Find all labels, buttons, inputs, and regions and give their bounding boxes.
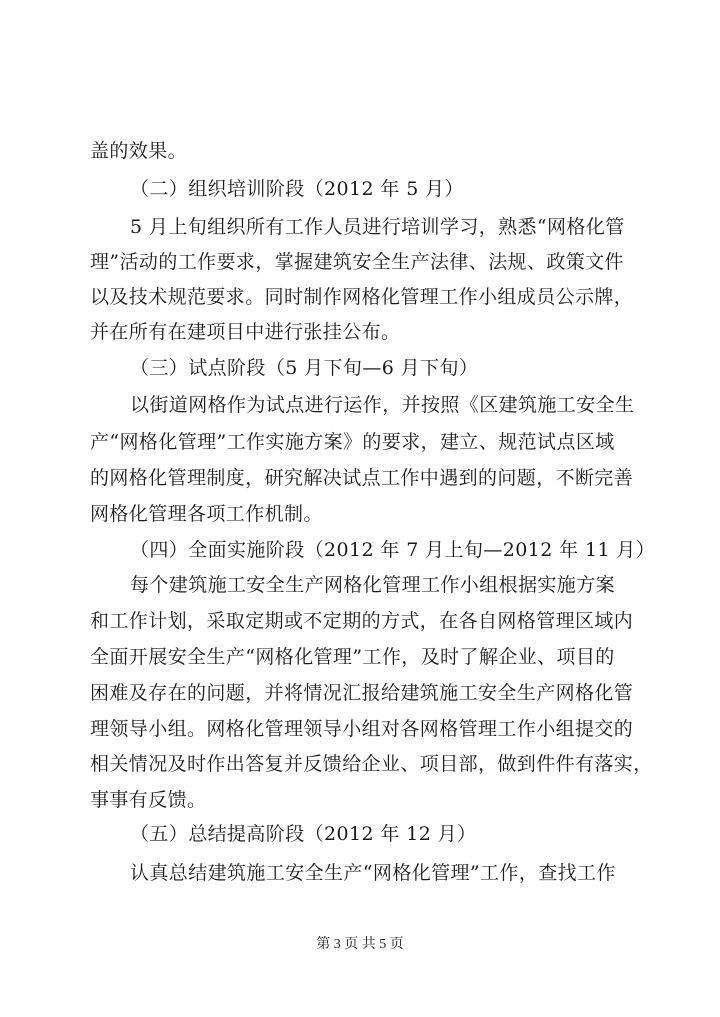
section-heading: （三）试点阶段（5 月下旬—6 月下旬） bbox=[130, 357, 479, 379]
text-line: 困难及存在的问题，并将情况汇报给建筑施工安全生产网格化管 bbox=[90, 682, 634, 704]
section-heading: （二）组织培训阶段（2012 年 5 月） bbox=[130, 178, 464, 200]
text-line: 全面开展安全生产“网格化管理”工作，及时了解企业、项目的 bbox=[90, 646, 615, 668]
text-line: 事事有反馈。 bbox=[90, 789, 207, 811]
text-line: 理”活动的工作要求，掌握建筑安全生产法律、法规、政策文件 bbox=[90, 251, 624, 273]
text-line: 盖的效果。 bbox=[90, 140, 188, 162]
section-heading: （五）总结提高阶段（2012 年 12 月） bbox=[130, 823, 477, 845]
text-line: 每个建筑施工安全生产网格化管理工作小组根据实施方案 bbox=[130, 574, 616, 596]
text-line: 的网格化管理制度，研究解决试点工作中遇到的问题，不断完善 bbox=[90, 467, 634, 489]
text-line: 认真总结建筑施工安全生产“网格化管理”工作，查找工作 bbox=[130, 862, 616, 884]
text-line: 和工作计划，采取定期或不定期的方式，在各自网格管理区域内 bbox=[90, 610, 634, 632]
text-line: 产“网格化管理”工作实施方案》的要求，建立、规范试点区域 bbox=[90, 431, 615, 453]
text-line: 网格化管理各项工作机制。 bbox=[90, 503, 323, 525]
text-line: 5 月上旬组织所有工作人员进行培训学习，熟悉“网格化管 bbox=[130, 216, 625, 238]
page-number-footer: 第 3 页 共 5 页 bbox=[316, 937, 404, 952]
text-line: 相关情况及时作出答复并反馈给企业、项目部，做到件件有落实， bbox=[90, 753, 653, 775]
section-heading: （四）全面实施阶段（2012 年 7 月上旬—2012 年 11 月） bbox=[130, 539, 656, 561]
text-line: 并在所有在建项目中进行张挂公布。 bbox=[90, 321, 401, 343]
text-line: 以及技术规范要求。同时制作网格化管理工作小组成员公示牌， bbox=[90, 286, 634, 308]
text-line: 以街道网格作为试点进行运作，并按照《区建筑施工安全生 bbox=[130, 394, 635, 416]
text-line: 理领导小组。网格化管理领导小组对各网格管理工作小组提交的 bbox=[90, 718, 634, 740]
